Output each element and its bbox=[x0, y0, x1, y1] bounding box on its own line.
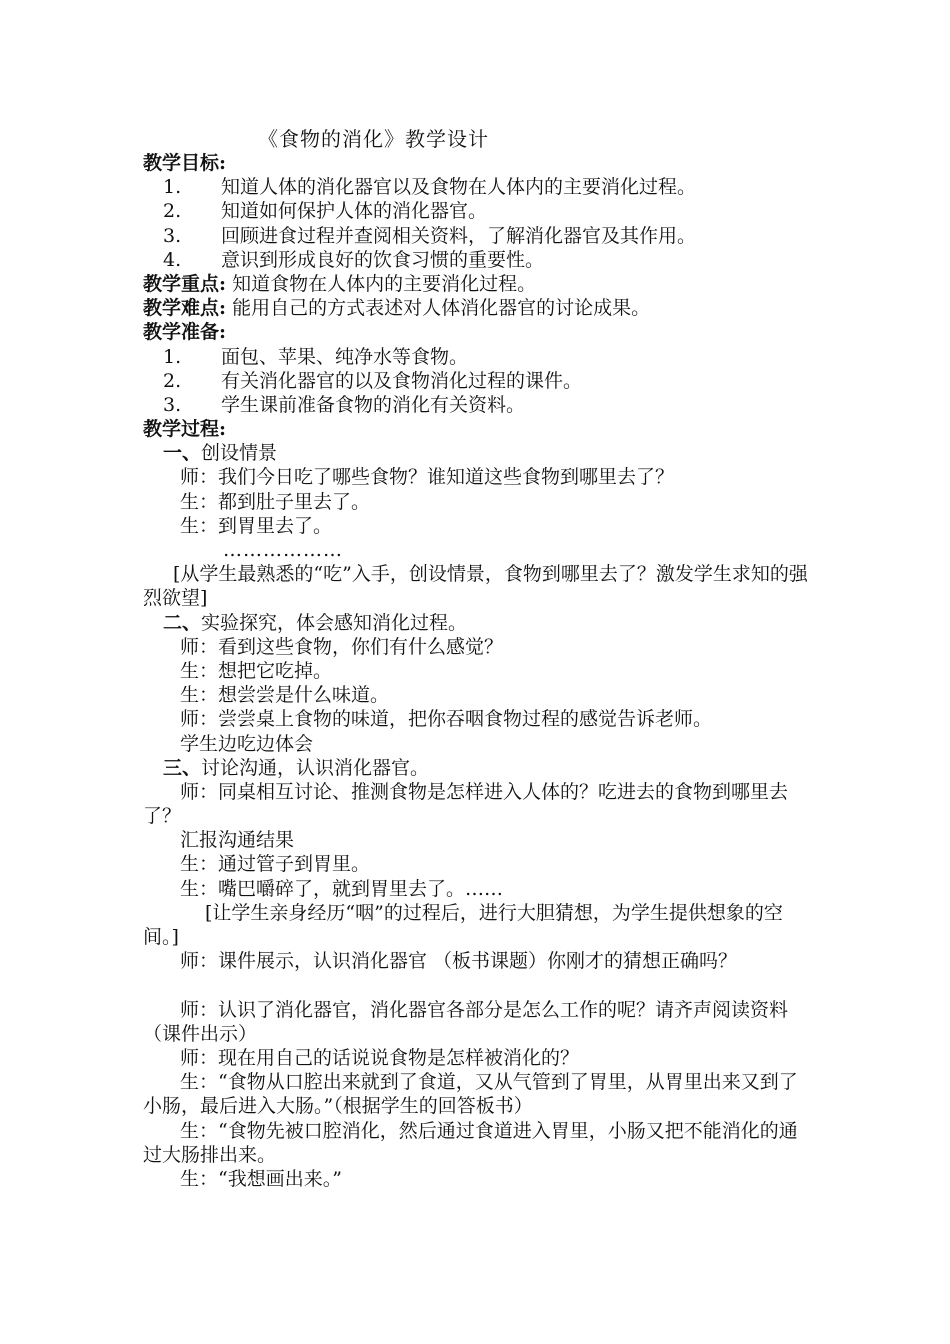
dialogue-line: 生：“我想画出来。” bbox=[180, 1167, 342, 1190]
objective-item bbox=[143, 248, 811, 272]
dialogue-line: 生：想把它吃掉。 bbox=[180, 659, 333, 682]
key-point bbox=[143, 272, 811, 296]
design-note: [从学生最熟悉的“吃”入手，创设情景，食物到哪里去了？激发学生求知的强烈欲望] bbox=[143, 563, 808, 610]
objectives-heading: 教学目标: bbox=[143, 152, 227, 174]
key-point-text: 知道食物在人体内的主要消化过程。 bbox=[232, 272, 537, 295]
difficulty-label: 教学难点: bbox=[143, 297, 227, 320]
dialogue-line: 生：通过管子到胃里。 bbox=[180, 853, 371, 876]
item-text: 面包、苹果、纯净水等食物。 bbox=[221, 345, 469, 368]
dialogue-line: 生：“食物从口腔出来就到了食道，又从气管到了胃里，从胃里出来又到了小肠，最后进入大肠。”（根据学生的回答板书） bbox=[143, 1071, 798, 1118]
document-title: 《食物的消化》教学设计 bbox=[258, 127, 489, 151]
preparation-heading: 教学准备: bbox=[143, 321, 227, 344]
preparation-item bbox=[143, 345, 811, 369]
section-heading bbox=[143, 441, 811, 465]
document-body bbox=[143, 151, 811, 1191]
item-text: 学生课前准备食物的消化有关资料。 bbox=[221, 393, 526, 416]
item-number: 3. bbox=[163, 393, 182, 416]
dialogue-line: 师：课件展示，认识消化器官 （板书课题）你刚才的猜想正确吗？ bbox=[180, 950, 738, 973]
dialogue-line: 师：尝尝桌上食物的味道，把你吞咽食物过程的感觉告诉老师。 bbox=[180, 708, 713, 731]
item-number: 1. bbox=[163, 176, 182, 199]
section-number: 三、 bbox=[163, 756, 202, 779]
ellipsis-line: ……………… bbox=[223, 539, 343, 561]
preparation-item bbox=[143, 393, 811, 417]
dialogue-line: 生：想尝尝是什么味道。 bbox=[180, 684, 390, 707]
dialogue-line: 师：看到这些食物，你们有什么感觉？ bbox=[180, 635, 504, 658]
dialogue-line: 生：到胃里去了。 bbox=[180, 514, 333, 537]
dialogue-line: 师：现在用自己的话说说食物是怎样被消化的？ bbox=[180, 1047, 580, 1070]
section-title: 讨论沟通，认识消化器官。 bbox=[201, 756, 430, 779]
item-number: 4. bbox=[163, 248, 182, 271]
section-heading bbox=[143, 756, 811, 780]
item-text: 知道如何保护人体的消化器官。 bbox=[221, 200, 488, 223]
preparation-item bbox=[143, 369, 811, 393]
dialogue-line: 师：我们今日吃了哪些食物？谁知道这些食物到哪里去了？ bbox=[180, 466, 675, 489]
process-heading: 教学过程: bbox=[143, 418, 227, 441]
design-note: [让学生亲身经历“咽”的过程后，进行大胆猜想，为学生提供想象的空间。] bbox=[143, 901, 783, 949]
dialogue-line: 汇报沟通结果 bbox=[180, 829, 295, 852]
section-heading bbox=[143, 611, 811, 635]
dialogue-line: 师：同桌相互讨论、推测食物是怎样进入人体的？吃进去的食物到哪里去了？ bbox=[143, 780, 789, 828]
dialogue-line: 生：“食物先被口腔消化，然后通过食道进入胃里，小肠又把不能消化的通过大肠排出来。 bbox=[143, 1119, 798, 1166]
objective-item bbox=[143, 199, 811, 223]
key-point-label: 教学重点: bbox=[143, 272, 227, 295]
section-number: 二、 bbox=[163, 611, 202, 634]
item-text: 有关消化器官的以及食物消化过程的课件。 bbox=[221, 369, 583, 392]
item-text: 知道人体的消化器官以及食物在人体内的主要消化过程。 bbox=[221, 176, 697, 199]
section-title: 实验探究，体会感知消化过程。 bbox=[201, 611, 468, 634]
item-text: 回顾进食过程并查阅相关资料，了解消化器官及其作用。 bbox=[221, 224, 697, 247]
item-text: 意识到形成良好的饮食习惯的重要性。 bbox=[221, 248, 545, 271]
item-number: 2. bbox=[163, 200, 182, 223]
dialogue-line: 学生边吃边体会 bbox=[180, 732, 314, 755]
section-number: 一、 bbox=[163, 442, 202, 465]
objective-item bbox=[143, 175, 811, 199]
dialogue-line: 师：认识了消化器官，消化器官各部分是怎么工作的呢？请齐声阅读资料（课件出示） bbox=[143, 998, 789, 1045]
difficulty-text: 能用自己的方式表述对人体消化器官的讨论成果。 bbox=[232, 297, 651, 320]
objective-item bbox=[143, 224, 811, 248]
item-number: 3. bbox=[163, 224, 182, 247]
dialogue-line: 生：都到肚子里去了。 bbox=[180, 490, 371, 513]
section-title: 创设情景 bbox=[201, 442, 278, 465]
item-number: 2. bbox=[163, 369, 182, 392]
dialogue-line: 生：嘴巴嚼碎了，就到胃里去了。…… bbox=[180, 877, 504, 900]
difficulty bbox=[143, 296, 811, 320]
item-number: 1. bbox=[163, 345, 182, 368]
